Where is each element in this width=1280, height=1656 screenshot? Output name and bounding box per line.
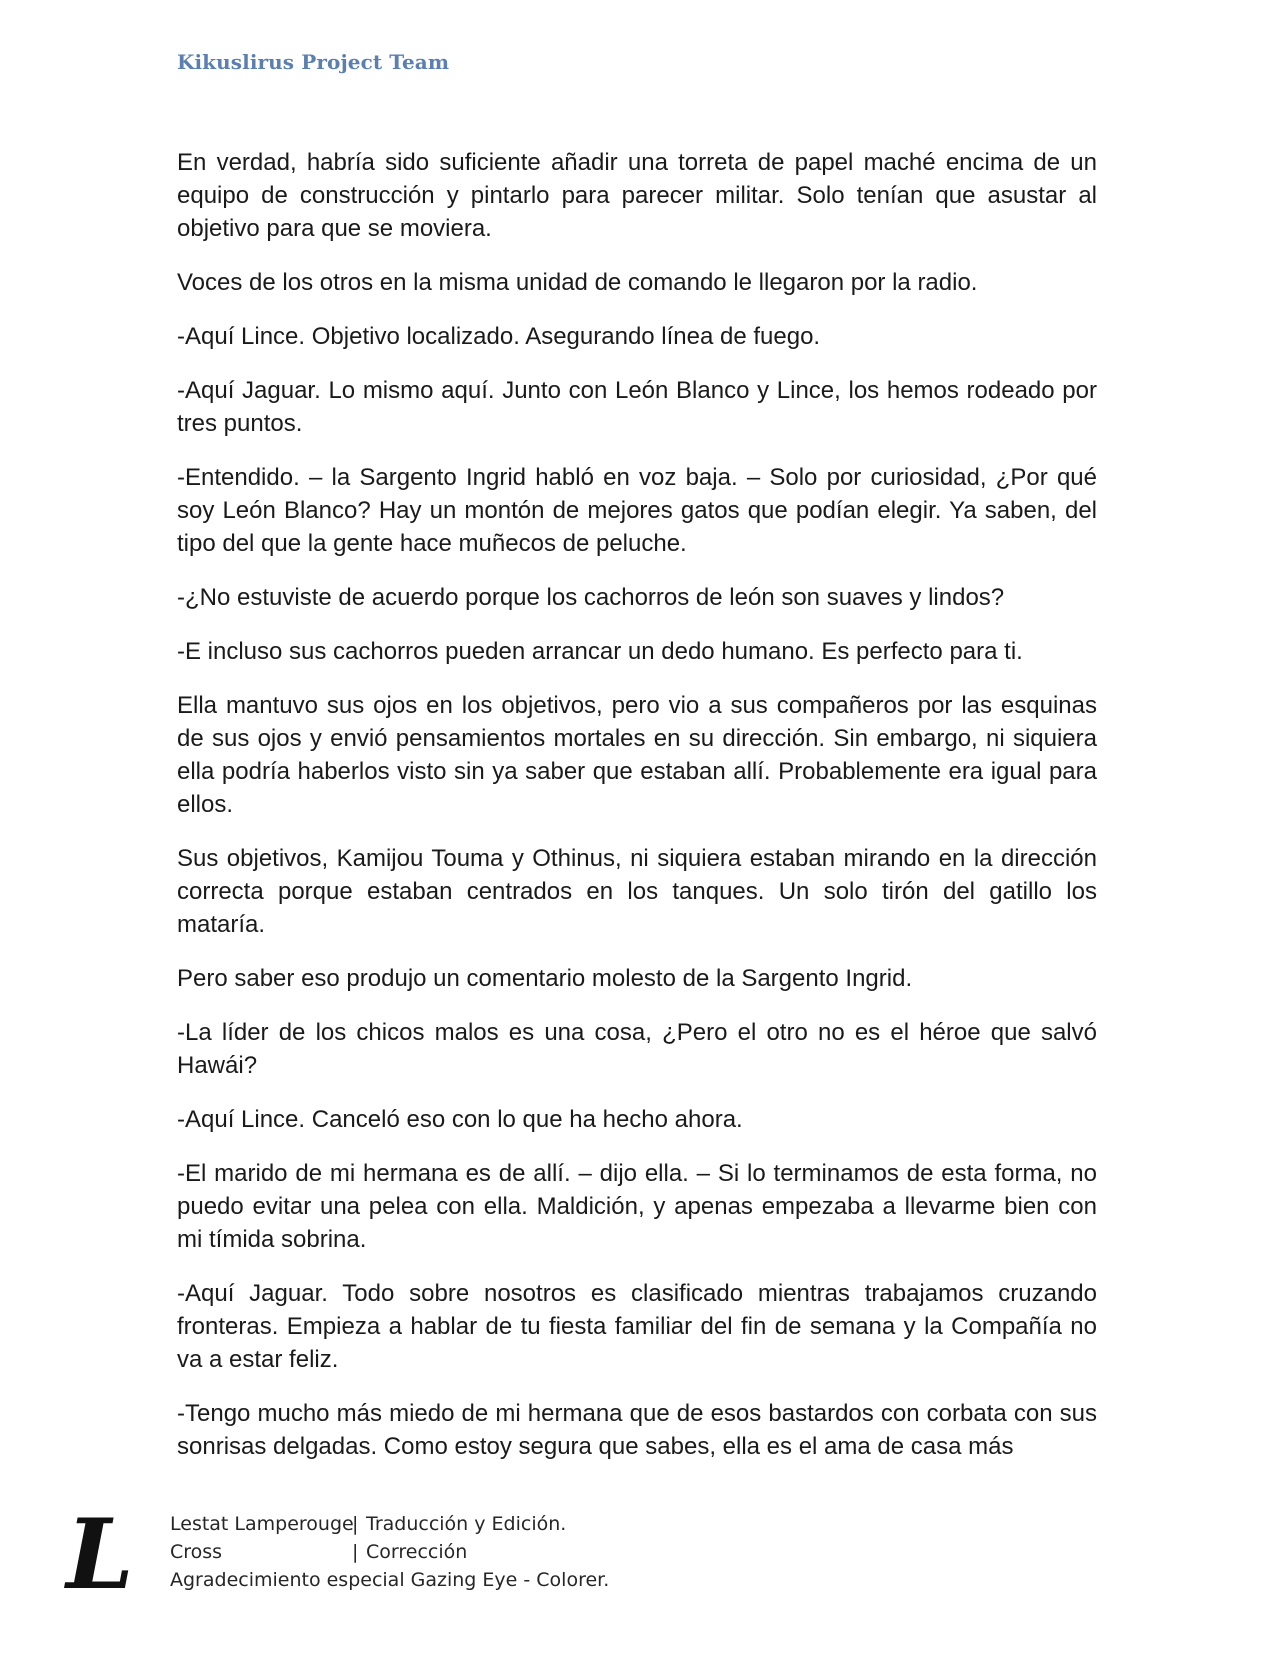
paragraph: -El marido de mi hermana es de allí. – dijo ella. – Si lo terminamos de esta forma, no puedo evitar una pelea con ella. Maldición, y apenas empezaba a llevarme bien con mi tímida sobrina.	[177, 1160, 1097, 1253]
paragraph: -Tengo mucho más miedo de mi hermana que de esos bastardos con corbata con sus sonrisas delgadas. Como estoy segura que sabes, ella es el ama de casa más	[177, 1400, 1097, 1460]
gothic-l-logo-icon	[60, 1510, 140, 1600]
paragraph: -La líder de los chicos malos es una cosa, ¿Pero el otro no es el héroe que salvó Hawái?	[177, 1019, 1097, 1079]
credit-role: Corrección	[366, 1541, 468, 1563]
page-footer	[0, 1500, 1280, 1620]
paragraph: -Aquí Jaguar. Lo mismo aquí. Junto con León Blanco y Lince, los hemos rodeado por tres puntos.	[177, 377, 1097, 437]
svg-text:L: L	[66, 1510, 134, 1600]
credit-name: Lestat Lamperouge	[170, 1513, 354, 1535]
paragraph: -Entendido. – la Sargento Ingrid habló en voz baja. – Solo por curiosidad, ¿Por qué soy León Blanco? Hay un montón de mejores gatos que podían elegir. Ya saben, del tipo del que la gente hace muñecos de peluche.	[177, 464, 1097, 557]
credit-separator: |	[352, 1513, 359, 1535]
special-thanks: Agradecimiento especial Gazing Eye - Colorer.	[170, 1569, 610, 1591]
paragraph: Pero saber eso produjo un comentario molesto de la Sargento Ingrid.	[177, 965, 913, 992]
credit-separator: |	[352, 1541, 359, 1563]
paragraph: Sus objetivos, Kamijou Touma y Othinus, ni siquiera estaban mirando en la dirección correcta porque estaban centrados en los tanques. Un solo tirón del gatillo los mataría.	[177, 845, 1097, 938]
paragraph: -Aquí Jaguar. Todo sobre nosotros es clasificado mientras trabajamos cruzando fronteras. Empieza a hablar de tu fiesta familiar del fin de semana y la Compañía no va a estar feliz.	[177, 1280, 1097, 1373]
paragraph: En verdad, habría sido suficiente añadir una torreta de papel maché encima de un equipo de construcción y pintarlo para parecer militar. Solo tenían que asustar al objetivo para que se moviera.	[177, 149, 1097, 242]
credit-name: Cross	[170, 1541, 223, 1563]
credit-row	[170, 1538, 609, 1566]
paragraph: -E incluso sus cachorros pueden arrancar un dedo humano. Es perfecto para ti.	[177, 638, 1023, 665]
page-header-title: Kikuslirus Project Team	[177, 50, 450, 74]
paragraph: Ella mantuvo sus ojos en los objetivos, pero vio a sus compañeros por las esquinas de sus ojos y envió pensamientos mortales en su dirección. Sin embargo, ni siquiera ella podría haberlos visto sin ya saber que estaban allí. Probablemente era igual para ellos.	[177, 692, 1097, 818]
paragraph: Voces de los otros en la misma unidad de comando le llegaron por la radio.	[177, 269, 978, 296]
paragraph: -Aquí Lince. Canceló eso con lo que ha hecho ahora.	[177, 1106, 743, 1133]
credit-role: Traducción y Edición.	[366, 1513, 567, 1535]
paragraph: -¿No estuviste de acuerdo porque los cachorros de león son suaves y lindos?	[177, 584, 1005, 611]
paragraph: -Aquí Lince. Objetivo localizado. Asegurando línea de fuego.	[177, 323, 821, 350]
document-body	[177, 146, 1097, 1484]
credits-block	[170, 1510, 609, 1594]
credit-row	[170, 1510, 609, 1538]
